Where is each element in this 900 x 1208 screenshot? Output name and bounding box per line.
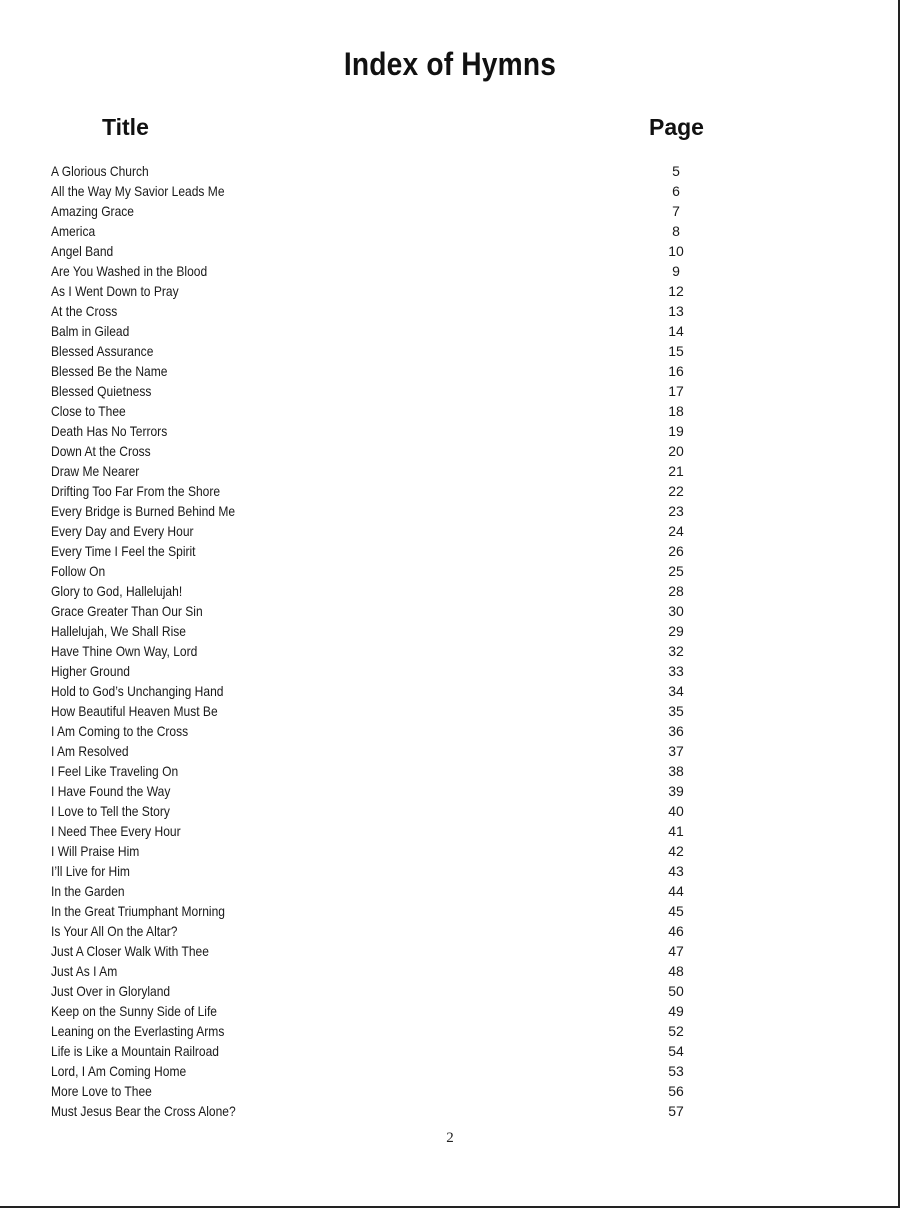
hymn-title: Higher Ground bbox=[51, 663, 130, 679]
list-item bbox=[0, 1101, 900, 1121]
list-item bbox=[0, 461, 900, 481]
list-item bbox=[0, 381, 900, 401]
list-item bbox=[0, 441, 900, 461]
hymn-title: Blessed Quietness bbox=[51, 383, 152, 399]
hymn-title: Just As I Am bbox=[51, 963, 118, 979]
list-item bbox=[0, 481, 900, 501]
hymn-title: Balm in Gilead bbox=[51, 323, 130, 339]
list-item bbox=[0, 281, 900, 301]
hymn-page: 37 bbox=[668, 743, 684, 759]
hymn-title: A Glorious Church bbox=[51, 163, 149, 179]
hymn-title: Hallelujah, We Shall Rise bbox=[51, 623, 186, 639]
hymn-title: Every Bridge is Burned Behind Me bbox=[51, 503, 236, 519]
hymn-title: I Am Resolved bbox=[51, 743, 129, 759]
hymn-title: Blessed Assurance bbox=[51, 343, 154, 359]
hymn-page: 39 bbox=[668, 783, 684, 799]
hymn-title: Follow On bbox=[51, 563, 106, 579]
hymn-page: 26 bbox=[668, 543, 684, 559]
hymn-page: 23 bbox=[668, 503, 684, 519]
list-item bbox=[0, 801, 900, 821]
hymn-page: 17 bbox=[668, 383, 684, 399]
list-item bbox=[0, 1081, 900, 1101]
hymn-title: In the Garden bbox=[51, 883, 125, 899]
hymn-page: 16 bbox=[668, 363, 684, 379]
hymn-page: 45 bbox=[668, 903, 684, 919]
hymn-page: 44 bbox=[668, 883, 684, 899]
hymn-page: 35 bbox=[668, 703, 684, 719]
hymn-title: Death Has No Terrors bbox=[51, 423, 168, 439]
hymn-title: I Love to Tell the Story bbox=[51, 803, 170, 819]
hymn-title: Just A Closer Walk With Thee bbox=[51, 943, 209, 959]
hymn-page: 49 bbox=[668, 1003, 684, 1019]
hymn-title: Every Day and Every Hour bbox=[51, 523, 194, 539]
hymn-page: 25 bbox=[668, 563, 684, 579]
list-item bbox=[0, 941, 900, 961]
hymn-page: 30 bbox=[668, 603, 684, 619]
list-item bbox=[0, 881, 900, 901]
hymn-title: Life is Like a Mountain Railroad bbox=[51, 1043, 219, 1059]
hymn-title: I Feel Like Traveling On bbox=[51, 763, 179, 779]
hymn-title: Angel Band bbox=[51, 243, 114, 259]
hymn-page: 43 bbox=[668, 863, 684, 879]
hymn-page: 9 bbox=[672, 263, 680, 279]
list-item bbox=[0, 1061, 900, 1081]
list-item bbox=[0, 1001, 900, 1021]
hymn-page: 40 bbox=[668, 803, 684, 819]
list-item bbox=[0, 581, 900, 601]
hymn-page: 36 bbox=[668, 723, 684, 739]
hymn-title: All the Way My Savior Leads Me bbox=[51, 183, 225, 199]
page-title: Index of Hymns bbox=[343, 46, 557, 82]
hymn-page: 6 bbox=[672, 183, 680, 199]
list-item bbox=[0, 401, 900, 421]
list-item bbox=[0, 541, 900, 561]
hymn-title: Have Thine Own Way, Lord bbox=[51, 643, 198, 659]
page-number: 2 bbox=[446, 1130, 454, 1146]
hymn-page: 7 bbox=[672, 203, 680, 219]
hymn-page: 20 bbox=[668, 443, 684, 459]
list-item bbox=[0, 201, 900, 221]
list-item bbox=[0, 321, 900, 341]
hymn-title: More Love to Thee bbox=[51, 1083, 152, 1099]
hymn-page: 46 bbox=[668, 923, 684, 939]
hymn-page: 12 bbox=[668, 283, 684, 299]
hymn-title: Draw Me Nearer bbox=[51, 463, 140, 479]
hymn-title: Close to Thee bbox=[51, 403, 126, 419]
list-item bbox=[0, 701, 900, 721]
hymn-title: I Am Coming to the Cross bbox=[51, 723, 189, 739]
hymn-page: 14 bbox=[668, 323, 684, 339]
hymn-page: 32 bbox=[668, 643, 684, 659]
list-item bbox=[0, 421, 900, 441]
hymn-page: 41 bbox=[668, 823, 684, 839]
hymn-page: 48 bbox=[668, 963, 684, 979]
hymn-page: 29 bbox=[668, 623, 684, 639]
hymn-page: 52 bbox=[668, 1023, 684, 1039]
list-item bbox=[0, 361, 900, 381]
hymn-title: Lord, I Am Coming Home bbox=[51, 1063, 187, 1079]
hymn-page: 8 bbox=[672, 223, 680, 239]
hymn-page: 57 bbox=[668, 1103, 684, 1119]
hymn-title: Just Over in Gloryland bbox=[51, 983, 171, 999]
list-item bbox=[0, 981, 900, 1001]
hymn-page: 38 bbox=[668, 763, 684, 779]
list-item bbox=[0, 521, 900, 541]
hymn-title: I Have Found the Way bbox=[51, 783, 171, 799]
list-item bbox=[0, 961, 900, 981]
hymn-title: Is Your All On the Altar? bbox=[51, 923, 178, 939]
list-item bbox=[0, 161, 900, 181]
list-item bbox=[0, 681, 900, 701]
hymn-page: 19 bbox=[668, 423, 684, 439]
hymn-title: Amazing Grace bbox=[51, 203, 134, 219]
list-item bbox=[0, 821, 900, 841]
column-header-title: Title bbox=[102, 114, 149, 140]
hymn-title: Grace Greater Than Our Sin bbox=[51, 603, 203, 619]
hymn-page: 56 bbox=[668, 1083, 684, 1099]
hymn-page: 18 bbox=[668, 403, 684, 419]
hymn-title: I Need Thee Every Hour bbox=[51, 823, 181, 839]
list-item bbox=[0, 601, 900, 621]
hymn-title: America bbox=[51, 223, 96, 239]
hymn-page: 13 bbox=[668, 303, 684, 319]
hymn-page: 47 bbox=[668, 943, 684, 959]
list-item bbox=[0, 921, 900, 941]
hymn-page: 53 bbox=[668, 1063, 684, 1079]
list-item bbox=[0, 221, 900, 241]
list-item bbox=[0, 621, 900, 641]
list-item bbox=[0, 901, 900, 921]
hymn-title: Are You Washed in the Blood bbox=[51, 263, 208, 279]
list-item bbox=[0, 1041, 900, 1061]
hymn-title: Blessed Be the Name bbox=[51, 363, 168, 379]
hymn-page: 22 bbox=[668, 483, 684, 499]
list-item bbox=[0, 661, 900, 681]
hymn-page: 34 bbox=[668, 683, 684, 699]
hymn-title: I’ll Live for Him bbox=[51, 863, 130, 879]
list-item bbox=[0, 241, 900, 261]
list-item bbox=[0, 561, 900, 581]
list-item bbox=[0, 501, 900, 521]
list-item bbox=[0, 301, 900, 321]
hymn-title: Leaning on the Everlasting Arms bbox=[51, 1023, 225, 1039]
hymn-title: Keep on the Sunny Side of Life bbox=[51, 1003, 218, 1019]
hymn-page: 5 bbox=[672, 163, 680, 179]
list-item bbox=[0, 261, 900, 281]
list-item bbox=[0, 861, 900, 881]
hymn-page: 28 bbox=[668, 583, 684, 599]
list-item bbox=[0, 1021, 900, 1041]
list-item bbox=[0, 721, 900, 741]
hymn-title: Every Time I Feel the Spirit bbox=[51, 543, 196, 559]
hymn-page: 50 bbox=[668, 983, 684, 999]
hymn-title: In the Great Triumphant Morning bbox=[51, 903, 226, 919]
hymn-page: 10 bbox=[668, 243, 684, 259]
list-item bbox=[0, 641, 900, 661]
hymn-title: At the Cross bbox=[51, 303, 118, 319]
list-item bbox=[0, 781, 900, 801]
hymn-title: Drifting Too Far From the Shore bbox=[51, 483, 221, 499]
hymn-page: 42 bbox=[668, 843, 684, 859]
hymn-title: As I Went Down to Pray bbox=[51, 283, 179, 299]
hymn-page: 21 bbox=[668, 463, 684, 479]
hymn-title: Hold to God’s Unchanging Hand bbox=[51, 683, 224, 699]
hymn-title: I Will Praise Him bbox=[51, 843, 140, 859]
list-item bbox=[0, 181, 900, 201]
list-item bbox=[0, 761, 900, 781]
hymn-title: Down At the Cross bbox=[51, 443, 151, 459]
hymn-title: Must Jesus Bear the Cross Alone? bbox=[51, 1103, 236, 1119]
hymn-page: 33 bbox=[668, 663, 684, 679]
hymn-page: 24 bbox=[668, 523, 684, 539]
hymn-page: 15 bbox=[668, 343, 684, 359]
list-item bbox=[0, 341, 900, 361]
hymn-page: 54 bbox=[668, 1043, 684, 1059]
list-item bbox=[0, 841, 900, 861]
column-header-page: Page bbox=[649, 114, 704, 140]
hymn-title: Glory to God, Hallelujah! bbox=[51, 583, 183, 599]
list-item bbox=[0, 741, 900, 761]
hymn-title: How Beautiful Heaven Must Be bbox=[51, 703, 218, 719]
hymn-index-list bbox=[0, 161, 900, 1121]
